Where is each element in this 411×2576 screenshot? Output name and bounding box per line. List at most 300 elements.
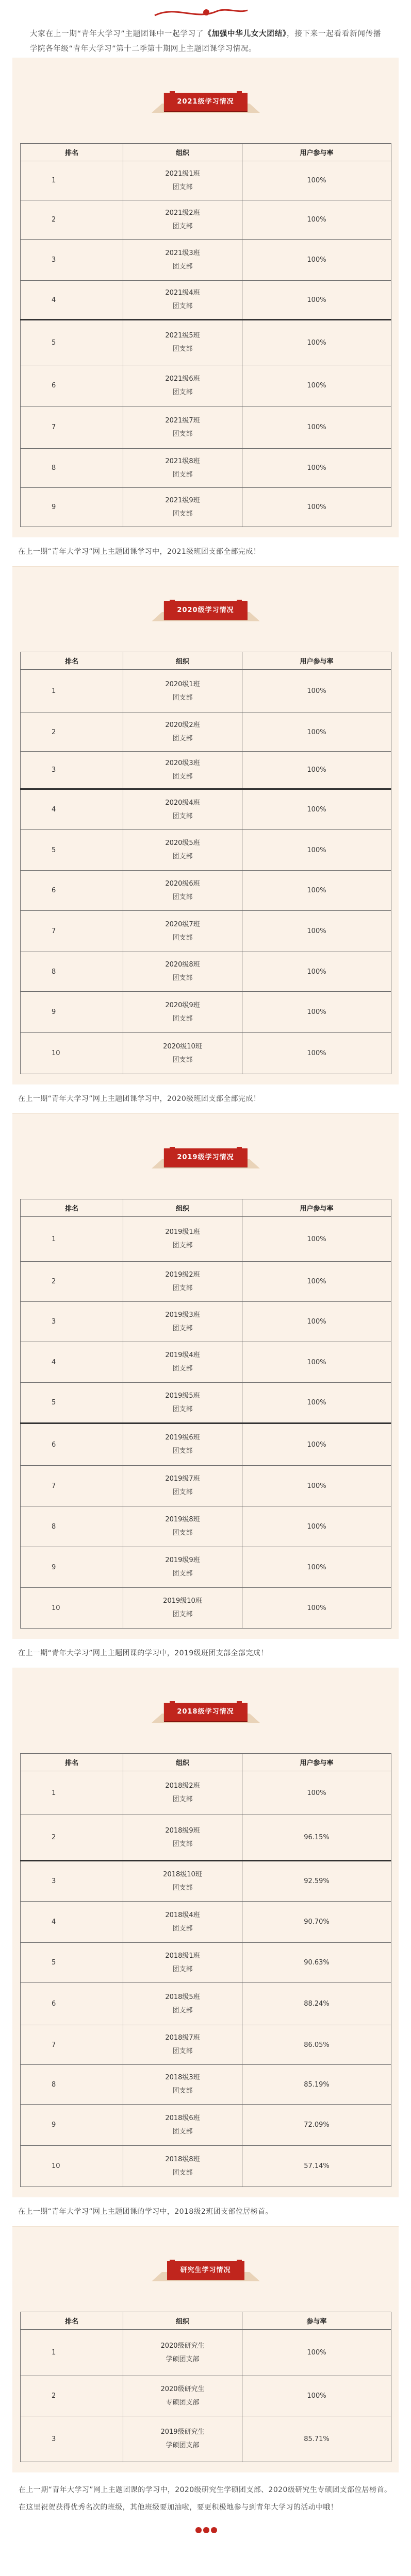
table-row (21, 911, 391, 952)
column-header: 排名 (21, 1199, 123, 1217)
column-header: 参与率 (242, 2312, 391, 2330)
table-row (21, 1423, 391, 1466)
rank-cell: 4 (21, 1902, 123, 1943)
table-row (21, 1383, 391, 1423)
table-row (21, 952, 391, 992)
org-cell (123, 2376, 242, 2416)
rate-cell: 100% (242, 161, 391, 200)
ornament-decoration (0, 2515, 411, 2544)
org-suffix: 团支部 (172, 388, 193, 396)
column-header: 排名 (21, 2312, 123, 2330)
footer-paragraph-1: 在上一期“青年大学习”网上主题团课的学习中，2020级研究生学硕团支部、2020级研究生专硕团支部位居榜首。 (19, 2486, 392, 2494)
rate-cell: 86.05% (242, 2025, 391, 2065)
org-suffix: 团支部 (172, 693, 193, 702)
section-title: 2018级学习情况 (163, 1703, 247, 1721)
org-name: 2020级2班 (165, 721, 200, 729)
table-row (21, 406, 391, 449)
ranking-table (20, 1753, 391, 2187)
rate-cell: 100% (242, 830, 391, 871)
org-suffix: 团支部 (172, 1840, 193, 1848)
rank-cell: 6 (21, 1983, 123, 2025)
org-cell (123, 2065, 242, 2105)
table-row (21, 449, 391, 488)
rate-cell: 100% (242, 992, 391, 1033)
table-header-row (21, 1754, 391, 1771)
rank-cell: 7 (21, 911, 123, 952)
org-name: 2019级9班 (165, 1556, 200, 1564)
table-row (21, 871, 391, 911)
org-cell (123, 752, 242, 789)
org-cell (123, 1342, 242, 1383)
rank-cell: 10 (21, 1033, 123, 1074)
section-title: 2020级学习情况 (163, 601, 247, 620)
section-header (12, 1114, 399, 1199)
table-row (21, 2146, 391, 2187)
org-suffix: 团支部 (172, 345, 193, 353)
table-row (21, 1466, 391, 1506)
rate-cell: 100% (242, 2330, 391, 2376)
org-cell (123, 1588, 242, 1629)
org-name: 2021级3班 (165, 249, 200, 257)
rate-cell: 85.19% (242, 2065, 391, 2105)
org-suffix: 团支部 (172, 183, 193, 191)
table-row (21, 1342, 391, 1383)
rank-cell: 3 (21, 240, 123, 281)
rate-cell: 72.09% (242, 2105, 391, 2146)
table-row (21, 1506, 391, 1547)
rate-cell: 100% (242, 1423, 391, 1466)
table-row (21, 1861, 391, 1902)
org-cell (123, 1943, 242, 1983)
table-row (21, 1943, 391, 1983)
rate-cell: 100% (242, 1547, 391, 1588)
org-suffix: 团支部 (172, 1529, 193, 1537)
column-header: 用户参与率 (242, 144, 391, 161)
org-cell (123, 1815, 242, 1861)
org-cell (123, 1547, 242, 1588)
rank-cell: 9 (21, 488, 123, 527)
rate-cell: 100% (242, 952, 391, 992)
org-suffix: 团支部 (172, 934, 193, 942)
org-name: 2020级8班 (165, 961, 200, 969)
org-name: 2021级6班 (165, 375, 200, 383)
rank-cell: 5 (21, 830, 123, 871)
org-cell (123, 1983, 242, 2025)
org-cell (123, 1466, 242, 1506)
rate-cell: 88.24% (242, 1983, 391, 2025)
org-name: 2020级3班 (165, 759, 200, 767)
rate-cell: 100% (242, 1588, 391, 1629)
org-name: 2020级7班 (165, 920, 200, 928)
rank-cell: 3 (21, 1302, 123, 1342)
org-name: 2019级8班 (165, 1516, 200, 1523)
org-name: 2018级8班 (165, 2155, 200, 2163)
org-name: 2020级1班 (165, 680, 200, 688)
org-cell (123, 281, 242, 320)
rate-cell: 90.63% (242, 1943, 391, 1983)
rank-cell: 4 (21, 281, 123, 320)
org-name: 2021级2班 (165, 209, 200, 217)
org-name: 2019级2班 (165, 1270, 200, 1279)
rank-cell: 1 (21, 161, 123, 200)
table-row (21, 161, 391, 200)
rank-cell: 2 (21, 200, 123, 240)
org-name: 2021级9班 (165, 496, 200, 504)
org-name: 2018级10班 (163, 1870, 202, 1878)
rate-cell: 100% (242, 406, 391, 449)
rate-cell: 57.14% (242, 2146, 391, 2187)
org-name: 2020级4班 (165, 799, 200, 807)
rank-cell: 9 (21, 2105, 123, 2146)
rank-cell: 8 (21, 449, 123, 488)
org-name: 2020级5班 (165, 839, 200, 847)
section-title: 2019级学习情况 (163, 1148, 247, 1167)
org-name: 2020级10班 (163, 1042, 202, 1050)
section-card (12, 1113, 399, 1639)
rank-cell: 7 (21, 2025, 123, 2065)
org-name: 2018级5班 (165, 1993, 200, 2001)
org-name: 2021级4班 (165, 289, 200, 297)
org-suffix: 团支部 (172, 302, 193, 310)
org-cell (123, 2146, 242, 2187)
org-suffix: 团支部 (172, 1611, 193, 1618)
org-cell (123, 1383, 242, 1423)
rank-cell: 2 (21, 2376, 123, 2416)
section-card (12, 1668, 399, 2197)
org-name: 2019级4班 (165, 1351, 200, 1359)
rank-cell: 1 (21, 2330, 123, 2376)
column-header: 排名 (21, 1754, 123, 1771)
org-cell (123, 1771, 242, 1815)
org-cell (123, 952, 242, 992)
rank-cell: 3 (21, 2416, 123, 2462)
org-suffix: 团支部 (172, 1924, 193, 1933)
rate-cell: 100% (242, 911, 391, 952)
org-cell (123, 713, 242, 752)
rank-cell: 5 (21, 1383, 123, 1423)
section-header (12, 567, 399, 652)
table-row (21, 320, 391, 365)
org-cell (123, 1902, 242, 1943)
rank-cell: 6 (21, 871, 123, 911)
org-name: 2018级1班 (165, 1952, 200, 1960)
table-row (21, 1771, 391, 1815)
rate-cell: 100% (242, 1217, 391, 1262)
org-suffix: 团支部 (172, 1570, 193, 1578)
org-suffix: 团支部 (172, 510, 193, 518)
rank-cell: 5 (21, 320, 123, 365)
table-row (21, 2416, 391, 2462)
rate-cell: 100% (242, 1342, 391, 1383)
org-name: 2021级5班 (165, 332, 200, 340)
table-row (21, 713, 391, 752)
rate-cell: 100% (242, 1771, 391, 1815)
org-cell (123, 320, 242, 365)
table-row (21, 1902, 391, 1943)
table-row (21, 488, 391, 527)
rank-cell: 1 (21, 670, 123, 713)
org-cell (123, 789, 242, 830)
rate-cell: 100% (242, 2376, 391, 2416)
org-name: 2018级6班 (165, 2114, 200, 2122)
rate-cell: 100% (242, 1383, 391, 1423)
org-suffix: 团支部 (172, 1447, 193, 1455)
column-header: 排名 (21, 144, 123, 161)
rank-cell: 9 (21, 992, 123, 1033)
column-header: 排名 (21, 652, 123, 670)
org-cell (123, 1861, 242, 1902)
table-row (21, 992, 391, 1033)
org-suffix: 团支部 (172, 1795, 193, 1803)
org-cell (123, 1217, 242, 1262)
org-name: 2021级8班 (165, 457, 200, 465)
table-row (21, 2025, 391, 2065)
table-row (21, 789, 391, 830)
rank-cell: 8 (21, 2065, 123, 2105)
column-header: 用户参与率 (242, 1754, 391, 1771)
org-suffix: 团支部 (172, 1014, 193, 1023)
ranking-table (20, 143, 391, 527)
rate-cell: 100% (242, 488, 391, 527)
org-cell (123, 406, 242, 449)
org-name: 2019级6班 (165, 1434, 200, 1442)
rate-cell: 85.71% (242, 2416, 391, 2462)
rate-cell: 100% (242, 871, 391, 911)
rank-cell: 8 (21, 1506, 123, 1547)
table-row (21, 752, 391, 789)
ranking-table (20, 2312, 391, 2462)
rank-cell: 9 (21, 1547, 123, 1588)
org-suffix: 团支部 (172, 735, 193, 742)
ranking-table (20, 652, 391, 1074)
org-cell (123, 1302, 242, 1342)
section-note: 在上一期“青年大学习”网上主题团课的学习中，2018级2班团支部位居榜首。 (18, 2208, 273, 2216)
rank-cell: 2 (21, 1262, 123, 1302)
rate-cell: 100% (242, 320, 391, 365)
column-header: 组织 (123, 144, 242, 161)
org-cell (123, 1262, 242, 1302)
org-suffix: 专硕团支部 (166, 2398, 200, 2406)
table-row (21, 1033, 391, 1074)
org-cell (123, 2416, 242, 2462)
rate-cell: 100% (242, 365, 391, 406)
column-header: 组织 (123, 2312, 242, 2330)
org-name: 2019级5班 (165, 1392, 200, 1400)
table-row (21, 1262, 391, 1302)
table-row (21, 1588, 391, 1629)
rate-cell: 90.70% (242, 1902, 391, 1943)
org-name: 2019级10班 (163, 1597, 202, 1605)
org-cell (123, 161, 242, 200)
rate-cell: 100% (242, 1466, 391, 1506)
rank-cell: 4 (21, 789, 123, 830)
rank-cell: 3 (21, 1861, 123, 1902)
rate-cell: 100% (242, 670, 391, 713)
rank-cell: 2 (21, 713, 123, 752)
org-name: 2019级研究生 (160, 2428, 205, 2436)
table-row (21, 1983, 391, 2025)
intro-text-end: ，接下来一起看看新闻传播学院各年级“青年大学习”第十二季第十期网上主题团课学习情况。 (30, 30, 381, 53)
org-cell (123, 911, 242, 952)
org-name: 2021级1班 (165, 170, 200, 178)
org-suffix: 团支部 (172, 853, 193, 860)
footer-paragraph-2: 在这里祝贺获得优秀名次的班级，其他班级要加油啦，要更积极地参与到青年大学习的活动中哦！ (19, 2503, 338, 2512)
table-header-row (21, 144, 391, 161)
intro-text: 大家在上一期“青年大学习”主题团课中一起学习了 (30, 30, 204, 38)
table-row (21, 365, 391, 406)
org-cell (123, 1423, 242, 1466)
org-cell (123, 670, 242, 713)
org-suffix: 学硕团支部 (166, 2442, 200, 2449)
org-suffix: 团支部 (172, 2168, 193, 2177)
table-row (21, 830, 391, 871)
org-suffix: 团支部 (172, 2047, 193, 2055)
org-suffix: 团支部 (172, 772, 193, 781)
section-header (12, 58, 399, 143)
org-name: 2020级研究生 (160, 2385, 205, 2393)
section-card (12, 566, 399, 1084)
column-header: 用户参与率 (242, 1199, 391, 1217)
org-cell (123, 1506, 242, 1547)
org-cell (123, 200, 242, 240)
rank-cell: 10 (21, 2146, 123, 2187)
org-suffix: 团支部 (172, 1365, 193, 1372)
rank-cell: 3 (21, 752, 123, 789)
org-suffix: 团支部 (172, 1242, 193, 1249)
rate-cell: 100% (242, 1262, 391, 1302)
rank-cell: 6 (21, 365, 123, 406)
org-name: 2019级1班 (165, 1228, 200, 1236)
org-suffix: 团支部 (172, 1884, 193, 1892)
column-header: 组织 (123, 1199, 242, 1217)
org-suffix: 团支部 (172, 812, 193, 820)
org-suffix: 团支部 (172, 1965, 193, 1973)
section-card (12, 58, 399, 537)
table-row (21, 1302, 391, 1342)
table-row (21, 2065, 391, 2105)
org-name: 2021级7班 (165, 416, 200, 425)
org-suffix: 团支部 (172, 2127, 193, 2136)
section-note: 在上一期“青年大学习”网上主题团课学习中，2020级班团支部全部完成！ (18, 1095, 261, 1103)
section-header (12, 1668, 399, 1753)
org-suffix: 团支部 (172, 893, 193, 901)
org-suffix: 团支部 (172, 430, 193, 438)
org-cell (123, 2105, 242, 2146)
org-cell (123, 2330, 242, 2376)
column-header: 用户参与率 (242, 652, 391, 670)
rank-cell: 7 (21, 1466, 123, 1506)
column-header: 组织 (123, 1754, 242, 1771)
org-name: 2018级9班 (165, 1826, 200, 1835)
org-name: 2018级7班 (165, 2034, 200, 2042)
section-title: 2021级学习情况 (163, 93, 247, 111)
section-note: 在上一期“青年大学习”网上主题团课的学习中，2019级班团支部全部完成！ (18, 1649, 268, 1657)
rate-cell: 100% (242, 752, 391, 789)
section-title: 研究生学习情况 (167, 2261, 244, 2280)
table-row (21, 281, 391, 320)
org-suffix: 团支部 (172, 1056, 193, 1064)
section-card (12, 2226, 399, 2472)
rate-cell: 100% (242, 281, 391, 320)
table-row (21, 200, 391, 240)
org-suffix: 团支部 (172, 262, 193, 270)
table-row (21, 670, 391, 713)
org-name: 2020级6班 (165, 879, 200, 888)
org-name: 2018级3班 (165, 2074, 200, 2081)
org-cell (123, 2025, 242, 2065)
org-name: 2018级2班 (165, 1782, 200, 1790)
rate-cell: 92.59% (242, 1861, 391, 1902)
org-name: 2019级7班 (165, 1475, 200, 1483)
rank-cell: 2 (21, 1815, 123, 1861)
table-row (21, 2105, 391, 2146)
org-suffix: 团支部 (172, 2087, 193, 2095)
footer-decoration (0, 2515, 411, 2544)
org-name: 2020级研究生 (160, 2342, 205, 2350)
org-cell (123, 992, 242, 1033)
rank-cell: 4 (21, 1342, 123, 1383)
rate-cell: 100% (242, 200, 391, 240)
rate-cell: 100% (242, 1302, 391, 1342)
org-cell (123, 240, 242, 281)
rank-cell: 7 (21, 406, 123, 449)
rank-cell: 6 (21, 1423, 123, 1466)
table-header-row (21, 2312, 391, 2330)
org-suffix: 团支部 (172, 1324, 193, 1332)
org-cell (123, 449, 242, 488)
rank-cell: 10 (21, 1588, 123, 1629)
org-suffix: 团支部 (172, 1284, 193, 1292)
rank-cell: 1 (21, 1771, 123, 1815)
org-suffix: 团支部 (172, 974, 193, 982)
org-cell (123, 1033, 242, 1074)
rate-cell: 100% (242, 1033, 391, 1074)
table-row (21, 1547, 391, 1588)
ranking-table (20, 1199, 391, 1629)
org-cell (123, 830, 242, 871)
org-suffix: 团支部 (172, 222, 193, 230)
column-header: 组织 (123, 652, 242, 670)
table-row (21, 240, 391, 281)
rate-cell: 96.15% (242, 1815, 391, 1861)
intro-bold-title: 《加强中华儿女大团结》 (204, 30, 287, 38)
org-suffix: 学硕团支部 (166, 2355, 200, 2363)
org-cell (123, 365, 242, 406)
table-row (21, 2376, 391, 2416)
table-header-row (21, 1199, 391, 1217)
org-cell (123, 488, 242, 527)
org-cell (123, 871, 242, 911)
rank-cell: 1 (21, 1217, 123, 1262)
org-suffix: 团支部 (172, 2006, 193, 2014)
rate-cell: 100% (242, 240, 391, 281)
table-header-row (21, 652, 391, 670)
rate-cell: 100% (242, 1506, 391, 1547)
org-suffix: 团支部 (172, 1488, 193, 1496)
rate-cell: 100% (242, 713, 391, 752)
org-name: 2019级3班 (165, 1311, 200, 1319)
ribbon-decoration (0, 0, 411, 27)
org-name: 2018级4班 (165, 1911, 200, 1919)
header-decoration (0, 0, 411, 27)
rank-cell: 8 (21, 952, 123, 992)
org-suffix: 团支部 (172, 1405, 193, 1413)
table-row (21, 1815, 391, 1861)
table-row (21, 1217, 391, 1262)
org-suffix: 团支部 (172, 470, 193, 479)
org-name: 2020级9班 (165, 1001, 200, 1009)
table-row (21, 2330, 391, 2376)
